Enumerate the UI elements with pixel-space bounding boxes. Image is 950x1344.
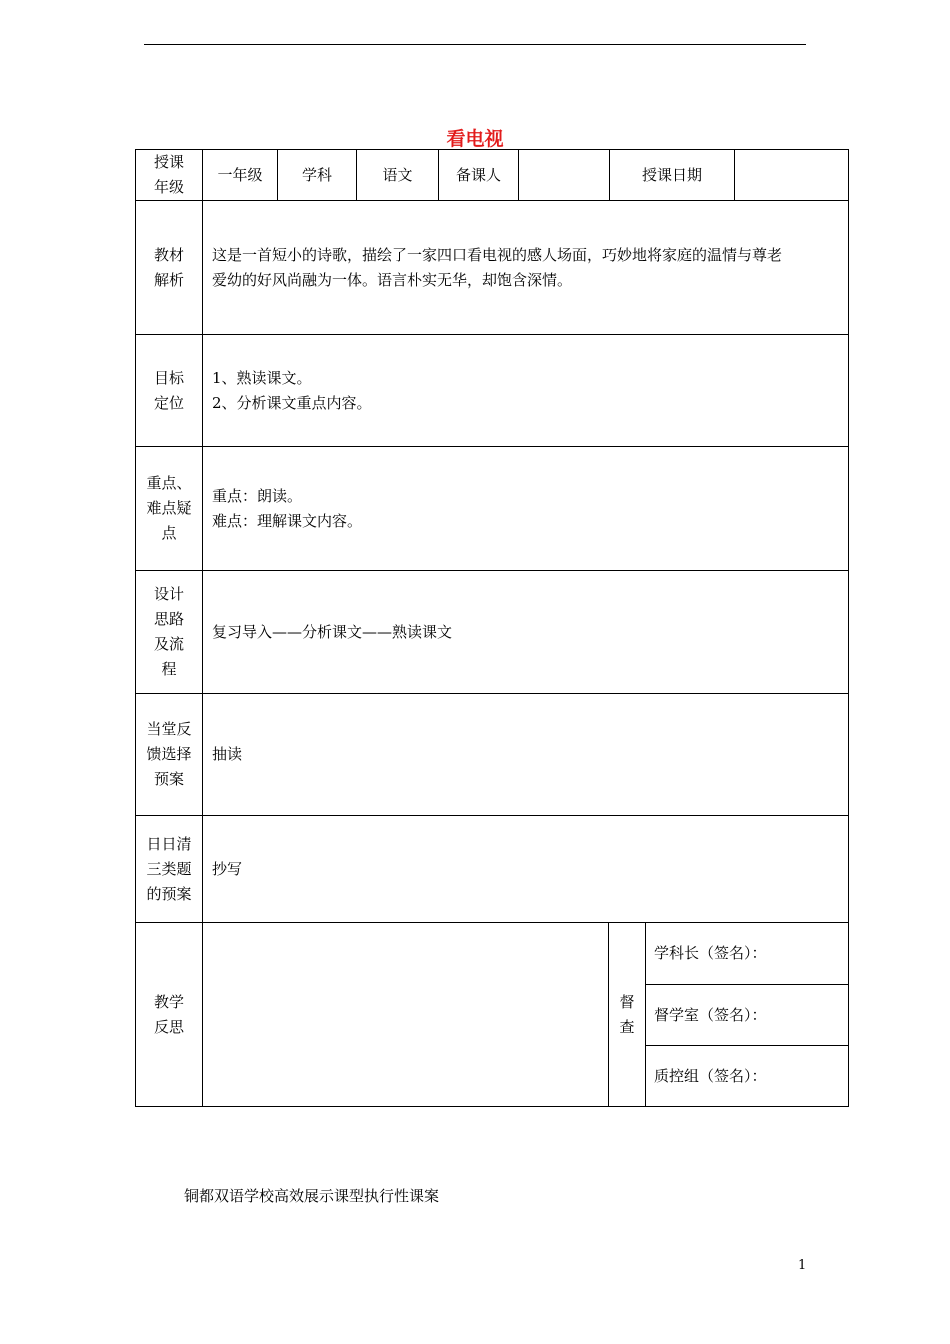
key-point-line: 难点：理解课文内容。 [212,511,363,530]
reflection-label: 教学反思 [136,923,203,1107]
design-content [203,571,849,694]
lesson-plan-table [135,149,849,1107]
grade-label: 授课年级 [136,150,203,201]
feedback-line: 抽读 [212,745,243,763]
signature-subject-head: 学科长（签名）： [646,923,849,985]
design-line: 复习导入——分析课文——熟读课文 [212,622,453,641]
goals-label: 目标定位 [136,335,203,447]
daily-label: 日日清三类题的预案 [136,816,203,923]
signature-quality-control: 质控组（签名）： [646,1046,849,1107]
row-feedback [136,694,849,816]
reflection-content [203,923,609,1107]
date-label: 授课日期 [610,150,735,201]
date-value [735,150,849,201]
key-point-line: 重点：朗读。 [212,486,303,505]
material-content [203,201,849,335]
preparer-value [519,150,610,201]
row-goals [136,335,849,447]
key-points-label: 重点、难点疑点 [136,447,203,571]
goal-line: 2、分析课文重点内容。 [212,393,372,412]
header-rule [144,44,806,45]
daily-content [203,816,849,923]
grade-value: 一年级 [203,150,278,201]
feedback-content [203,694,849,816]
key-points-content [203,447,849,571]
goal-line: 1、熟读课文。 [212,368,312,387]
school-footer-text: 铜都双语学校高效展示课型执行性课案 [184,1187,440,1205]
page-title: 看电视 [446,128,504,150]
material-line: 爱幼的好风尚融为一体。语言朴实无华，却饱含深情。 [212,270,573,289]
supervise-label: 督查 [609,923,646,1107]
page-number: 1 [798,1258,807,1273]
row-material [136,201,849,335]
subject-label: 学科 [278,150,357,201]
material-line: 这是一首短小的诗歌，描绘了一家四口看电视的感人场面，巧妙地将家庭的温情与尊老 [212,245,783,264]
material-label: 教材解析 [136,201,203,335]
goals-content [203,335,849,447]
daily-line: 抄写 [212,859,243,878]
preparer-label: 备课人 [439,150,519,201]
signature-supervision-office: 督学室（签名）： [646,985,849,1046]
feedback-label: 当堂反馈选择预案 [136,694,203,816]
row-design [136,571,849,694]
subject-value: 语文 [357,150,439,201]
row-daily [136,816,849,923]
row-key-points [136,447,849,571]
row-reflection-1 [136,923,849,985]
design-label: 设计思路及流程 [136,571,203,694]
header-row [136,150,849,201]
